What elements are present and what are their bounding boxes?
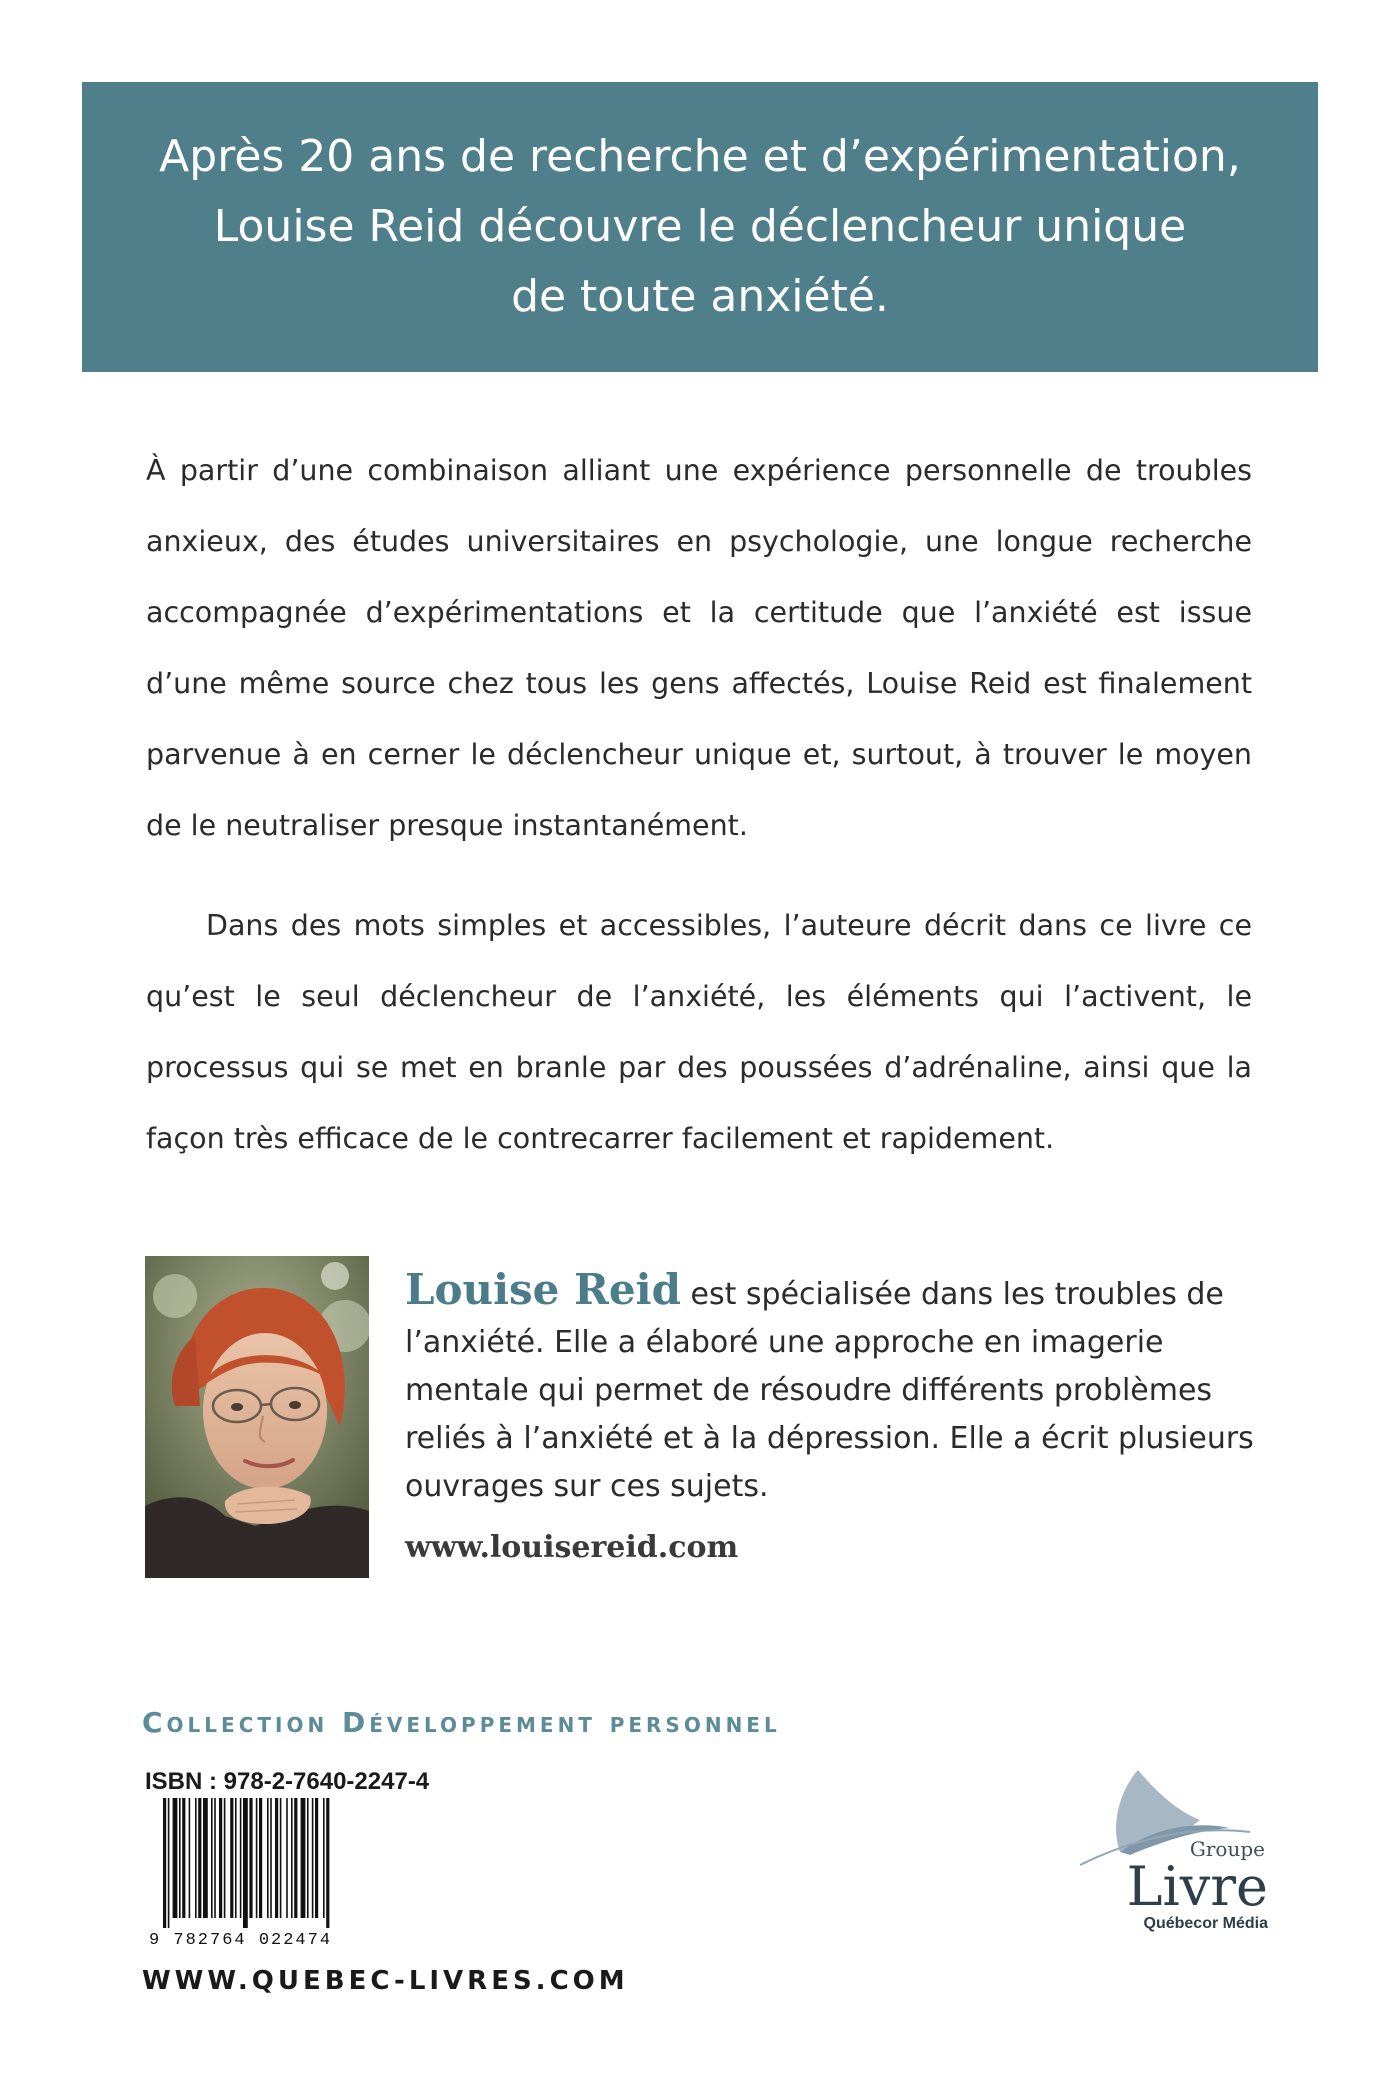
description-paragraph-2: Dans des mots simples et accessibles, l’auteure décrit dans ce livre ce qu’est le seul déclencheur de l’anxiété, les éléments qui l’activent, le processus qui se met en branle par des poussées d’adrénaline, ainsi que la façon très efficace de le contrecarrer facilement et rapidement. [146,909,1252,1155]
barcode [145,1798,415,1948]
collection-title: Collection Développement personnel [142,1706,781,1739]
author-name: Louise Reid [405,1265,681,1314]
publisher-line-3: Québecor Média [1143,1915,1268,1932]
barcode-bar [312,1798,314,1918]
barcode-bar [214,1798,216,1918]
publisher-line-1: Groupe [1189,1837,1265,1861]
headline-banner [82,82,1318,372]
barcode-bar [189,1798,191,1918]
barcode-bar [198,1798,201,1918]
barcode-digits: 9 782764 022474 [149,1931,333,1948]
headline-line-1: Après 20 ans de recherche et d’expérimentation, [159,131,1241,182]
barcode-bar [307,1798,309,1918]
barcode-bar [243,1798,248,1928]
barcode-bar [291,1798,293,1918]
barcode-bar [315,1798,318,1918]
barcode-bar [259,1798,262,1918]
author-bio-text: est spécialisée dans les troubles de l’anxiété. Elle a élaboré une approche en imagerie mentale qui permet de résoudre différents problèmes reliés à l’anxiété et à la dépression. Elle a écrit plusieurs ouvrages sur ces sujets. [405,1277,1254,1504]
barcode-bar [286,1798,288,1918]
author-photo [145,1256,369,1578]
barcode-bar [182,1798,185,1918]
publisher-logo [1080,1770,1280,1935]
barcode-bar [270,1798,272,1918]
barcode-bar [211,1798,213,1918]
barcode-bar [294,1798,297,1918]
publisher-line-2: Livre [1126,1855,1268,1918]
barcode-bar [163,1798,166,1928]
barcode-bar [179,1798,181,1918]
isbn-label: ISBN : 978-2-7640-2247-4 [145,1768,430,1795]
headline-line-3: de toute anxiété. [511,271,889,322]
barcode-bar [326,1798,329,1928]
barcode-bar [256,1798,258,1918]
barcode-bar [280,1798,282,1918]
barcode-bar [173,1798,178,1918]
barcode-bar [230,1798,233,1918]
barcode-bar [219,1798,222,1918]
barcode-bar [235,1798,237,1918]
barcode-bar [275,1798,278,1918]
barcode-bar [203,1798,208,1918]
barcode-bar [240,1798,242,1918]
barcode-bar [323,1798,325,1918]
author-website-link[interactable]: www.louisereid.com [405,1530,739,1565]
barcode-bar [301,1798,306,1918]
barcode-bar [195,1798,197,1918]
description-paragraph-1: À partir d’une combinaison alliant une expérience personnelle de troubles anxieux, des études universitaires en psychologie, une longue recherche accompagnée d’expérimentations et la certitude que l’anxiété est issue d’une même source chez tous les gens affectés, Louise Reid est finalement parvenue à en cerner le déclencheur unique et, surtout, à trouver le moyen de le neutraliser presque instantanément. [146,454,1252,842]
publisher-website-link[interactable]: WWW.QUEBEC-LIVRES.COM [142,1966,629,1996]
barcode-bar [168,1798,170,1928]
headline-line-2: Louise Reid découvre le déclencheur unique [213,201,1187,252]
author-bio [405,1266,1265,1511]
headline-text [159,122,1241,332]
barcode-bar [224,1798,226,1918]
barcode-bar [267,1798,269,1918]
barcode-bar [249,1798,252,1918]
